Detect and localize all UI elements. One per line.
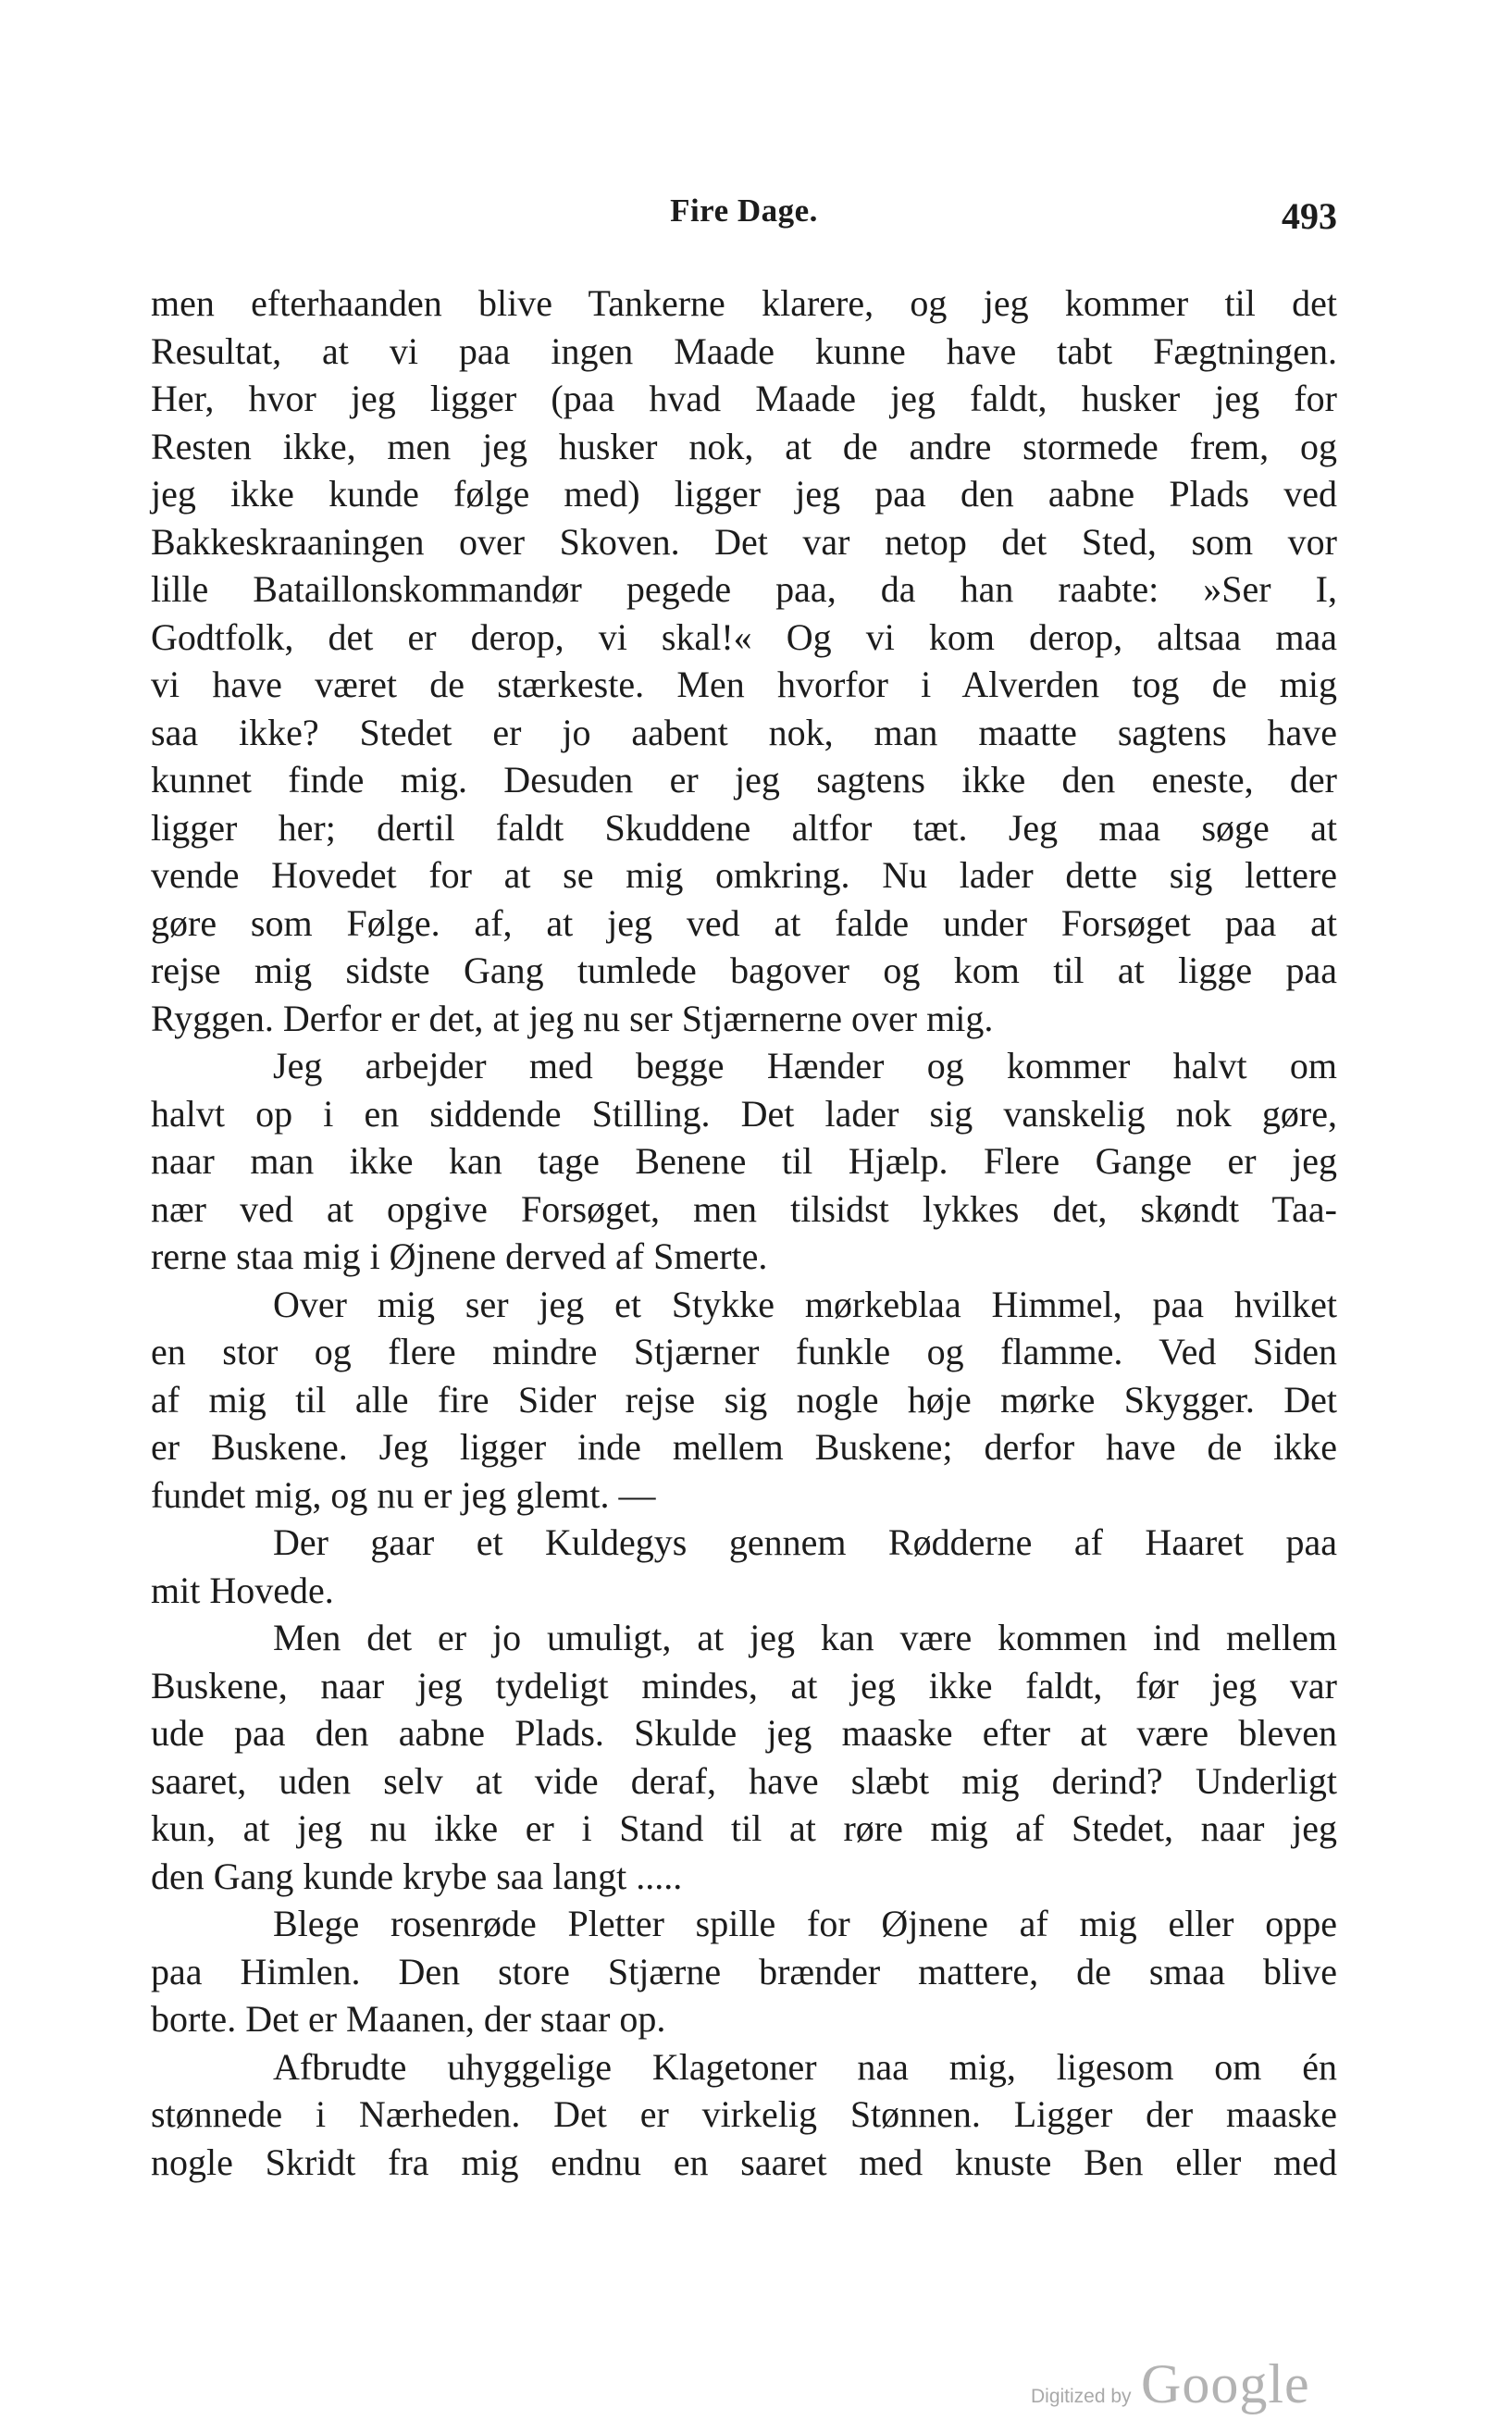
text-line: naar man ikke kan tage Benene til Hjælp. Flere Gange er jeg — [151, 1140, 1337, 1182]
text-line: kun, at jeg nu ikke er i Stand til at røre mig af Stedet, naar jeg — [151, 1807, 1337, 1849]
text-line: Bakkeskraaningen over Skoven. Det var netop det Sted, som vor — [151, 520, 1337, 563]
running-head — [151, 192, 1337, 239]
body-text — [151, 279, 1337, 2186]
text-line: mit Hovede. — [151, 1569, 334, 1611]
digitized-label: Digitized by — [1031, 2386, 1132, 2407]
text-line: en stor og flere mindre Stjærner funkle og flamme. Ved Siden — [151, 1331, 1337, 1372]
text-line: nær ved at opgive Forsøget, men tilsidst lykkes det, skøndt Taa- — [151, 1187, 1337, 1230]
text-line: Buskene, naar jeg tydeligt mindes, at jeg ikke faldt, før jeg var — [151, 1664, 1337, 1706]
text-line: ude paa den aabne Plads. Skulde jeg maaske efter at være bleven — [151, 1712, 1337, 1754]
text-line: af mig til alle fire Sider rejse sig nogle høje mørke Skygger. Det — [151, 1378, 1337, 1421]
text-line: rerne staa mig i Øjnene derved af Smerte. — [151, 1235, 768, 1277]
text-line: Blege rosenrøde Pletter spille for Øjnene af mig eller oppe — [273, 1903, 1337, 1944]
running-title: Fire Dage. — [670, 192, 818, 229]
text-line: er Buskene. Jeg ligger inde mellem Buskene; derfor have de ikke — [151, 1426, 1337, 1468]
text-line: Resultat, at vi paa ingen Maade kunne have tabt Fægtningen. — [151, 329, 1337, 372]
text-line: Her, hvor jeg ligger (paa hvad Maade jeg faldt, husker jeg for — [151, 378, 1337, 419]
text-line: saa ikke? Stedet er jo aabent nok, man maatte sagtens have — [151, 711, 1337, 753]
google-logo: Google — [1141, 2353, 1310, 2414]
digitized-watermark — [1031, 2352, 1310, 2416]
text-line: jeg ikke kunde følge med) ligger jeg paa den aabne Plads ved — [151, 473, 1337, 515]
text-line: vende Hovedet for at se mig omkring. Nu lader dette sig lettere — [151, 854, 1337, 896]
text-line: stønnede i Nærheden. Det er virkelig Stønnen. Ligger der maaske — [151, 2093, 1337, 2135]
text-line: men efterhaanden blive Tankerne klarere, og jeg kommer til det — [151, 282, 1337, 324]
text-line: Men det er jo umuligt, at jeg kan være kommen ind mellem — [273, 1617, 1337, 1658]
text-line: saaret, uden selv at vide deraf, have slæbt mig derind? Underligt — [151, 1759, 1337, 1802]
text-line: lille Bataillonskommandør pegede paa, da han raabte: »Ser I, — [151, 568, 1337, 610]
text-line: Jeg arbejder med begge Hænder og kommer halvt om — [273, 1045, 1337, 1086]
text-line: Resten ikke, men jeg husker nok, at de andre stormede frem, og — [151, 425, 1337, 467]
text-line: Godtfolk, det er derop, vi skal!« Og vi kom derop, altsaa maa — [151, 615, 1337, 658]
text-line: nogle Skridt fra mig endnu en saaret med knuste Ben eller med — [151, 2141, 1337, 2183]
text-line: vi have været de stærkeste. Men hvorfor i Alverden tog de mig — [151, 664, 1337, 705]
text-line: fundet mig, og nu er jeg glemt. — — [151, 1473, 656, 1516]
text-line: Der gaar et Kuldegys gennem Rødderne af Haaret paa — [273, 1521, 1337, 1563]
text-line: Afbrudte uhyggelige Klagetoner naa mig, ligesom om én — [273, 2045, 1337, 2088]
text-line: kunnet finde mig. Desuden er jeg sagtens ikke den eneste, der — [151, 759, 1337, 800]
text-line: paa Himlen. Den store Stjærne brænder mattere, de smaa blive — [151, 1950, 1337, 1992]
text-line: halvt op i en siddende Stilling. Det lader sig vanskelig nok gøre, — [151, 1092, 1337, 1135]
text-line: gøre som Følge. af, at jeg ved at falde under Forsøget paa at — [151, 901, 1337, 944]
text-line: borte. Det er Maanen, der staar op. — [151, 1998, 666, 2040]
text-line: rejse mig sidste Gang tumlede bagover og kom til at ligge paa — [151, 949, 1337, 991]
text-line: Ryggen. Derfor er det, at jeg nu ser Stjærnerne over mig. — [151, 997, 994, 1039]
text-line: ligger her; dertil faldt Skuddene altfor tæt. Jeg maa søge at — [151, 806, 1337, 849]
text-line: Over mig ser jeg et Stykke mørkeblaa Himmel, paa hvilket — [273, 1283, 1337, 1325]
text-line: den Gang kunde krybe saa langt ..... — [151, 1855, 683, 1897]
page-number: 493 — [1282, 195, 1337, 237]
